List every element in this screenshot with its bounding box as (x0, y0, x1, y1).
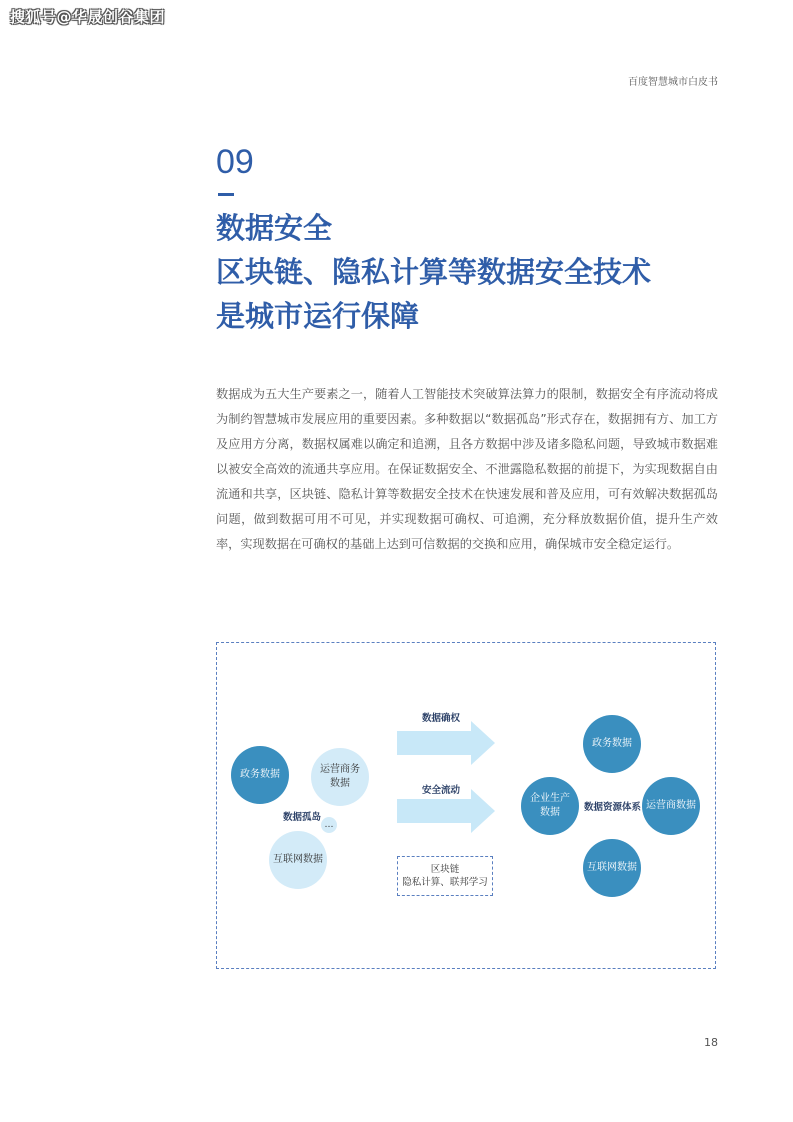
section-number: 09 (216, 143, 254, 181)
right-operator-data-circle (642, 777, 700, 835)
left-operator-data-label: 运营商务数据 (320, 764, 360, 789)
arrow-bottom-label: 安全流动 (422, 785, 461, 796)
document-title: 百度智慧城市白皮书 (628, 77, 718, 88)
section-heading (216, 206, 651, 338)
enterprise-data-circle (521, 777, 579, 835)
data-flow-diagram (216, 642, 716, 969)
left-gov-data-label: 政务数据 (240, 769, 280, 780)
body-paragraph: 数据成为五大生产要素之一，随着人工智能技术突破算法算力的限制，数据安全有序流动将成为制约智慧城市发展应用的重要因素。多种数据以“数据孤岛”形式存在，数据拥有方、加工方及应用方分离，数据权属难以确定和追溯，且各方数据中涉及诸多隐私问题，导致城市数据难以被安全高效的流通共享应用。在保证数据安全、不泄露隐私数据的前提下，为实现数据自由流通和共享，区块链、隐私计算等数据安全技术在快速发展和普及应用，可有效解决数据孤岛问题，做到数据可用不可见，并实现数据可确权、可追溯，充分释放数据价值，提升生产效率，实现数据在可确权的基础上达到可信数据的交换和应用，确保城市安全稳定运行。 (216, 387, 718, 551)
heading-line-1: 数据安全 (216, 211, 333, 245)
data-resource-system-label: 数据资源体系 (584, 802, 642, 813)
more-data-ellipsis: … (324, 819, 334, 830)
right-operator-data-label: 运营商数据 (646, 800, 696, 811)
technology-box (397, 856, 493, 896)
left-gov-data-circle (231, 746, 289, 804)
data-island-label: 数据孤岛 (283, 812, 322, 823)
rights-confirmation-arrow-icon (397, 721, 495, 765)
right-internet-data-label: 互联网数据 (587, 862, 637, 873)
section-divider (218, 193, 234, 196)
enterprise-data-label: 企业生产数据 (530, 793, 570, 818)
arrow-top-label: 数据确权 (422, 713, 461, 724)
heading-line-3: 是城市运行保障 (216, 299, 420, 333)
heading-line-2: 区块链、隐私计算等数据安全技术 (216, 255, 652, 289)
secure-flow-arrow-icon (397, 789, 495, 833)
tech-line-1: 区块链 (430, 864, 460, 875)
more-data-circle (321, 817, 337, 833)
right-internet-data-circle (583, 839, 641, 897)
left-internet-data-circle (269, 831, 327, 889)
right-gov-data-circle (583, 715, 641, 773)
left-internet-data-label: 互联网数据 (273, 854, 323, 865)
right-gov-data-label: 政务数据 (592, 738, 632, 749)
page-number: 18 (704, 1036, 718, 1049)
watermark: 搜狐号@华晟创谷集团 (10, 8, 166, 26)
tech-line-2: 隐私计算、联邦学习 (402, 877, 488, 888)
left-operator-data-circle (311, 748, 369, 806)
